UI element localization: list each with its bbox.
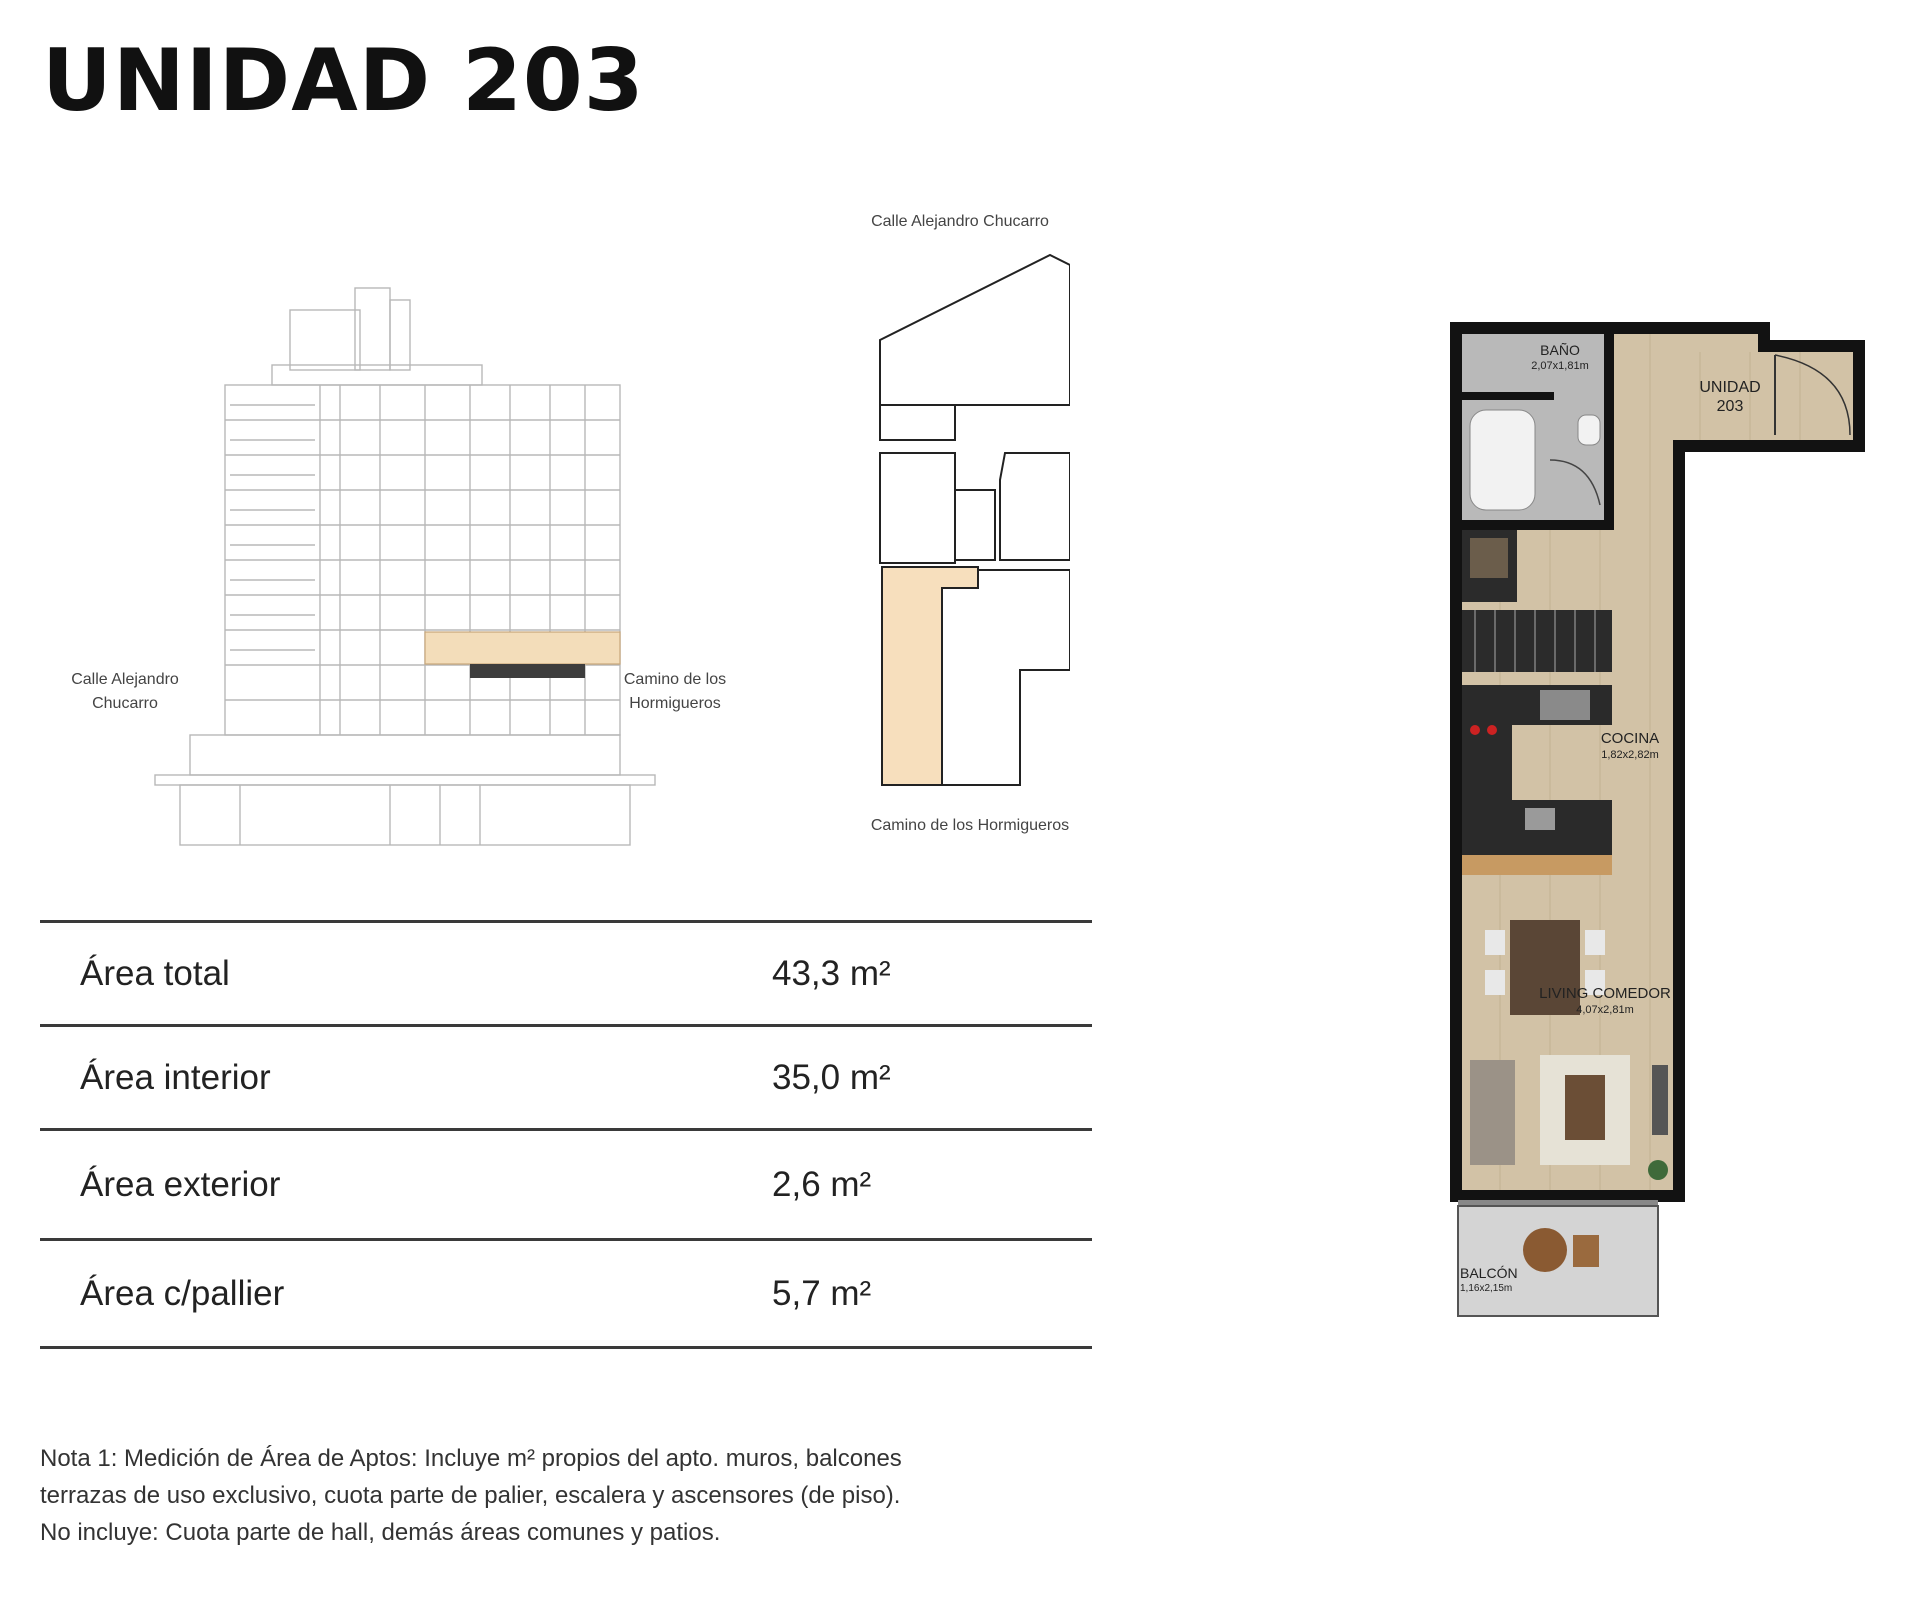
area-value: 35,0 m² [770,1026,1092,1130]
cocina-name: COCINA [1600,730,1660,747]
area-value: 2,6 m² [770,1130,1092,1240]
note-line: Nota 1: Medición de Área de Aptos: Incluye m² propios del apto. muros, balcones [40,1445,902,1472]
area-label: Área total [40,922,770,1026]
site-plan [860,240,1070,800]
measurement-note [40,1440,1080,1551]
balcon-name: BALCÓN [1460,1265,1518,1281]
elevation-left-street-label: Calle Alejandro Chucarro [71,671,179,712]
living-label [1515,985,1695,1019]
bano-label [1500,342,1620,374]
area-value: 43,3 m² [770,922,1092,1026]
unidad-number: 203 [1716,398,1744,415]
cocina-dims: 1,82x2,82m [1601,749,1659,761]
site-top-street-label: Calle Alejandro Chucarro [871,213,1049,230]
balcon-dims: 1,16x2,15m [1460,1283,1513,1294]
table-row [40,1026,1092,1130]
unidad-label [1690,378,1770,416]
area-label: Área interior [40,1026,770,1130]
living-name: LIVING COMEDOR [1539,985,1671,1002]
site-bottom-street-label: Camino de los Hormigueros [870,817,1070,834]
living-dims: 4,07x2,81m [1576,1004,1634,1016]
area-table [40,920,1092,1349]
bano-dims: 2,07x1,81m [1531,360,1589,372]
bano-name: BAÑO [1540,342,1580,358]
cocina-label [1560,730,1700,764]
balcon-label [1460,1265,1540,1297]
elevation-right-street-label: Camino de los Hormigueros [623,671,727,712]
note-line: No incluye: Cuota parte de hall, demás áreas comunes y patios. [40,1519,721,1546]
area-label: Área c/pallier [40,1240,770,1348]
building-elevation [50,280,750,850]
table-row [40,1240,1092,1348]
page-title: UNIDAD 203 [42,31,645,131]
area-value: 5,7 m² [770,1240,1092,1348]
unidad-name: UNIDAD [1699,379,1761,396]
floor-plan [1440,310,1880,1320]
table-row [40,922,1092,1026]
area-label: Área exterior [40,1130,770,1240]
note-line: terrazas de uso exclusivo, cuota parte de palier, escalera y ascensores (de piso). [40,1482,901,1509]
table-row [40,1130,1092,1240]
